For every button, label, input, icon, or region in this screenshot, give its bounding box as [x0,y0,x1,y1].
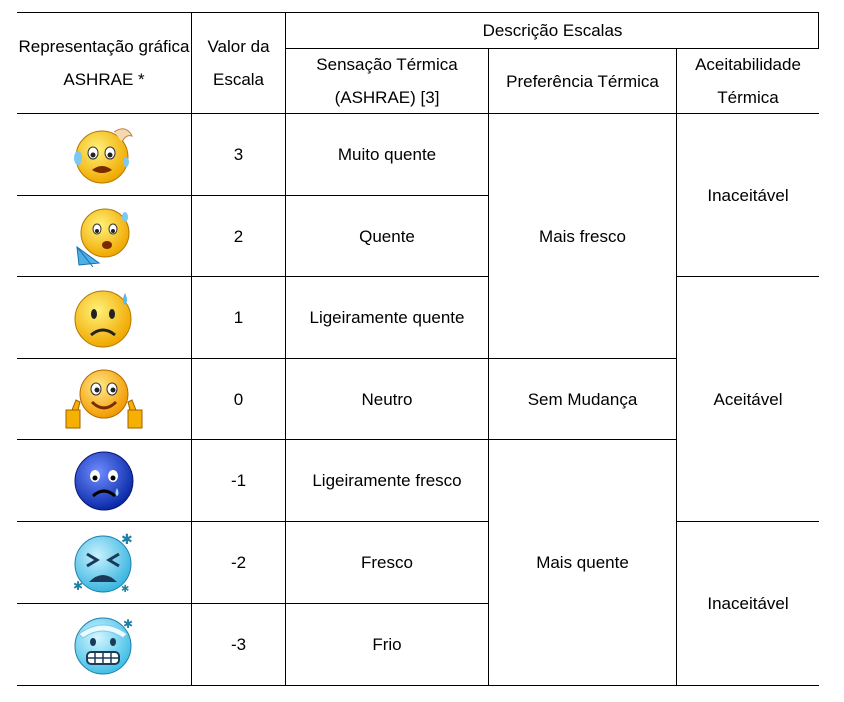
preference-cooler: Mais fresco [539,226,626,246]
acceptability-unacceptable-top: Inaceitável [707,185,789,205]
acceptability-unacceptable-bottom: Inaceitável [707,594,789,613]
value-cell: 0 [233,389,244,409]
value-cell: 3 [233,145,244,164]
sensation-cell: Ligeiramente fresco [312,471,462,490]
value-cell: -3 [230,635,247,654]
sensation-cell: Quente [359,226,415,246]
header-acceptability: Aceitabilidade Térmica [695,55,801,107]
thumbs-up-emoji-icon [17,359,191,439]
blue-sad-emoji-icon [17,440,191,521]
svg-text:✱: ✱ [121,583,130,595]
table-border-bottom [17,685,819,686]
hot-sweating-emoji-icon [17,114,191,195]
preference-warmer: Mais quente [536,553,629,572]
sensation-cell: Muito quente [337,145,437,164]
cold-squint-emoji-icon [17,522,191,603]
header-group-description: Descrição Escalas [482,20,623,40]
header-value: Valor da Escala [207,37,270,89]
svg-text:✱: ✱ [121,531,133,548]
preference-no-change: Sem Mudança [527,389,638,409]
svg-text:✱: ✱ [73,578,84,593]
value-cell: -2 [230,553,247,572]
acceptability-acceptable: Aceitável [713,389,783,409]
sensation-cell: Frio [372,635,402,654]
sensation-cell: Ligeiramente quente [309,308,465,327]
value-cell: 1 [233,308,244,327]
sad-sweat-emoji-icon [17,277,191,358]
fanning-hot-emoji-icon [17,196,191,276]
frozen-grimace-emoji-icon [17,604,191,685]
header-sensation: Sensação Térmica (ASHRAE) [3] [316,55,458,107]
value-cell: 2 [233,226,244,246]
value-cell: -1 [230,471,247,490]
header-preference: Preferência Térmica [506,71,659,91]
sensation-cell: Neutro [361,389,413,409]
header-representation: Representação gráfica ASHRAE * [18,37,190,89]
svg-text:✱: ✱ [123,616,134,631]
sensation-cell: Fresco [361,553,413,572]
thermal-scale-table [17,12,819,686]
